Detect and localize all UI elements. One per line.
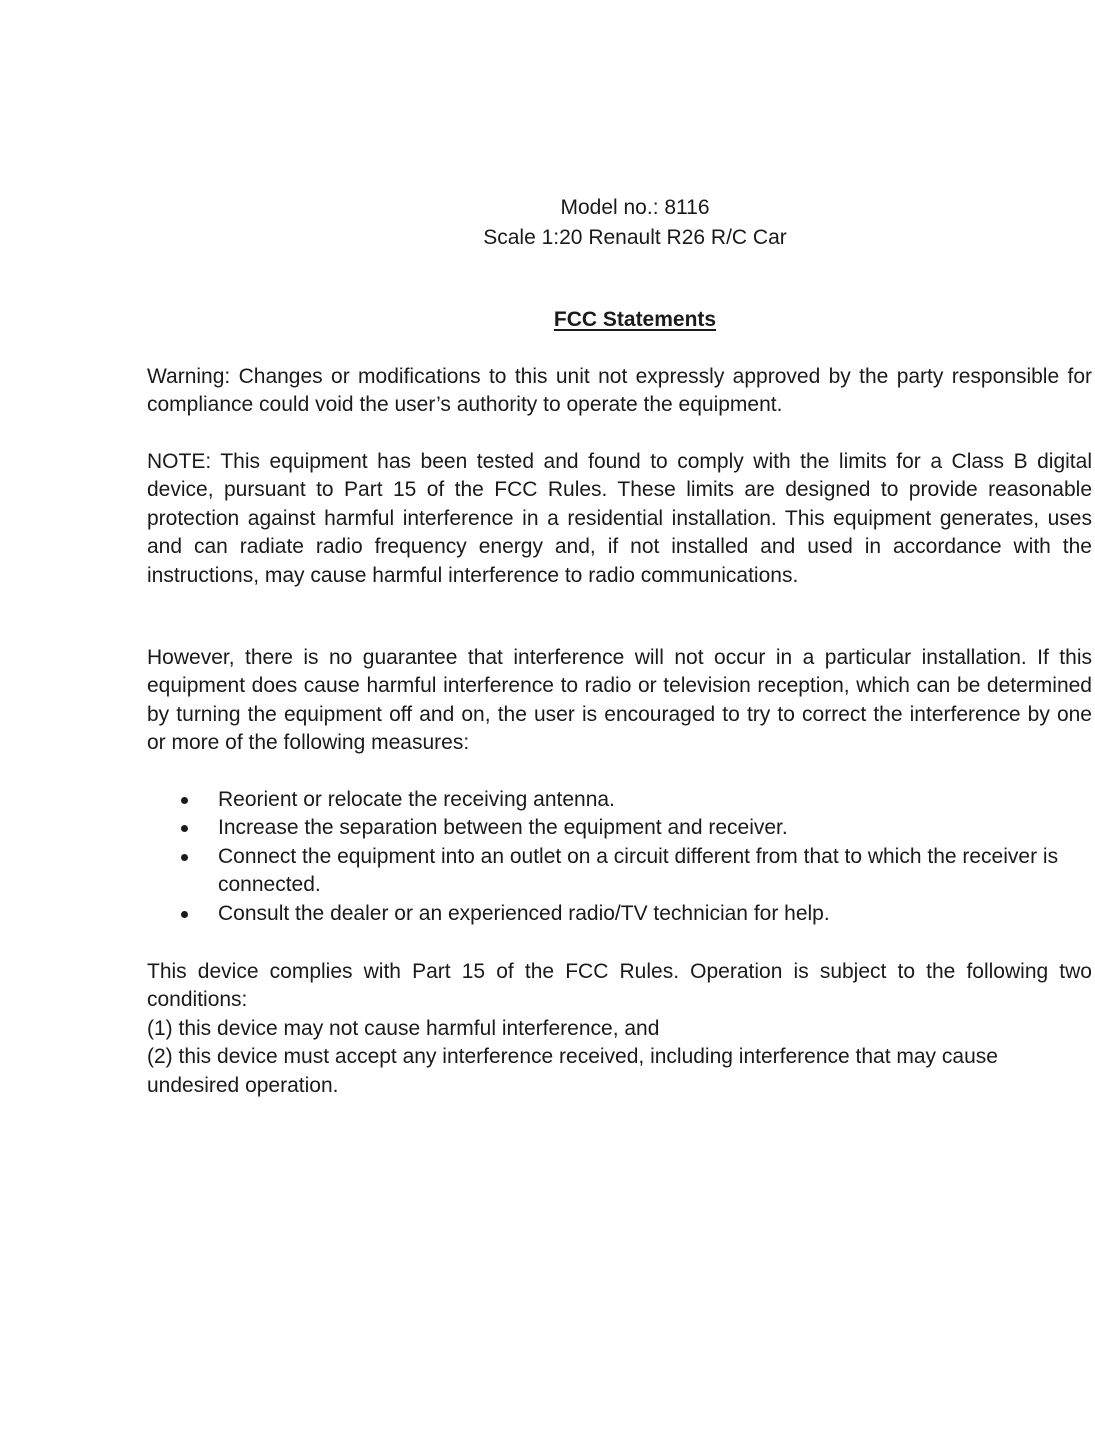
product-name: Scale 1:20 Renault R26 R/C Car (483, 226, 787, 249)
however-paragraph: However, there is no guarantee that interference will not occur in a particular installation. If this equipment does cause harmful interference to radio or television reception, which can be determined by turning the equipment off and on, the user is encouraged to try to correct the interference by one or more of the following measures: (147, 646, 1092, 755)
bullet-icon (181, 825, 188, 832)
bullet-icon (181, 797, 188, 804)
warning-paragraph: Warning: Changes or modifications to this unit not expressly approved by the party responsible for compliance could void the user’s authority to operate the equipment. (147, 365, 1092, 417)
condition-2: (2) this device must accept any interference received, including interference that may cause undesired operation. (147, 1045, 998, 1097)
note-paragraph: NOTE: This equipment has been tested and found to comply with the limits for a Class B digital device, pursuant to Part 15 of the FCC Rules. These limits are designed to provide reasonable protection against harmful interference in a residential installation. This equipment generates, uses and can radiate radio frequency energy and, if not installed and used in accordance with the instructions, may cause harmful interference to radio communications. (147, 450, 1092, 587)
list-item (147, 786, 1092, 814)
model-number: Model no.: 8116 (560, 196, 710, 219)
bullet-icon (181, 911, 188, 918)
page-title: FCC Statements (553, 308, 717, 331)
measure-text: Increase the separation between the equipment and receiver. (218, 816, 788, 840)
compliance-section (147, 958, 1092, 1100)
measure-text: Reorient or relocate the receiving antenna. (218, 788, 615, 811)
measures-list (147, 786, 1092, 928)
bullet-icon (181, 854, 188, 861)
list-item (147, 814, 1092, 842)
condition-1: (1) this device may not cause harmful interference, and (147, 1016, 660, 1040)
list-item (147, 843, 1092, 900)
measure-text: Connect the equipment into an outlet on a circuit different from that to which the receiver is connected. (218, 844, 1059, 897)
compliance-intro: This device complies with Part 15 of the FCC Rules. Operation is subject to the following two conditions: (147, 960, 1092, 1012)
list-item (147, 900, 1092, 928)
measure-text: Consult the dealer or an experienced radio/TV technician for help. (218, 901, 830, 925)
